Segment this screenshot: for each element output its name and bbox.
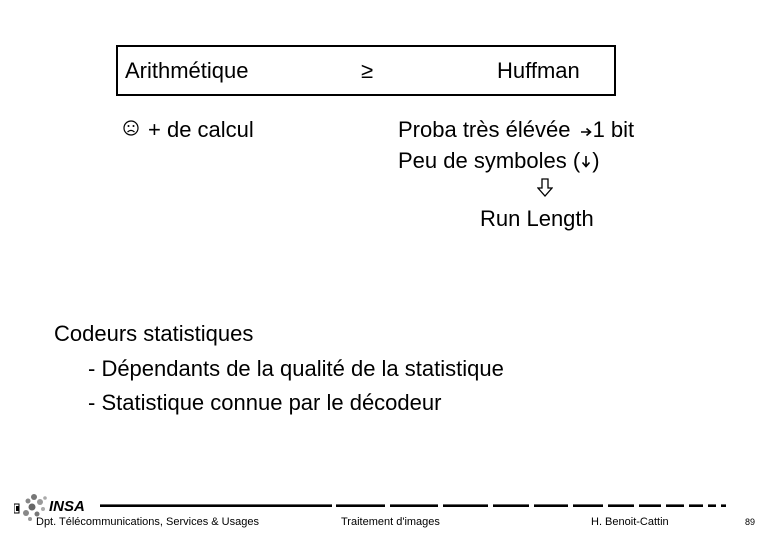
footer-bar-segment — [666, 504, 684, 507]
high-probability-line — [398, 117, 634, 143]
footer-bar-segment — [689, 504, 703, 507]
footer-bar-segment — [390, 504, 438, 507]
greater-equal-symbol: ≥ — [361, 58, 374, 83]
frown-icon — [123, 120, 139, 136]
footer-bar-segment — [639, 504, 661, 507]
few-symbols-text: Peu de symboles ( — [398, 148, 581, 173]
footer-department: Dpt. Télécommunications, Services & Usages — [36, 516, 259, 528]
footer-bar-segment — [721, 504, 726, 507]
logo-text: INSA — [49, 498, 85, 515]
right-arrow-icon — [580, 125, 593, 137]
page-number: 89 — [745, 517, 756, 527]
footer-bar-segment — [443, 504, 488, 507]
section-item: - Statistique connue par le décodeur — [88, 390, 442, 415]
footer-bar-segment — [708, 504, 716, 507]
few-symbols-line — [398, 148, 600, 174]
run-length-text: Run Length — [480, 206, 594, 231]
huffman-label: Huffman — [497, 58, 580, 83]
footer-bar-segment — [608, 504, 634, 507]
footer-bar-segment — [100, 504, 332, 507]
few-symbols-close: ) — [592, 148, 600, 173]
one-bit-text: 1 bit — [592, 117, 635, 142]
footer-bar-segment — [573, 504, 603, 507]
arithmetique-label: Arithmétique — [125, 58, 249, 83]
down-arrow-icon — [580, 155, 592, 169]
footer-course: Traitement d'images — [341, 516, 440, 528]
section-item: - Dépendants de la qualité de la statistique — [88, 356, 504, 381]
footer-bar-segment — [493, 504, 529, 507]
section-title: Codeurs statistiques — [54, 321, 254, 346]
more-computation-text: + de calcul — [148, 117, 254, 142]
high-probability-text: Proba très élévée — [398, 117, 571, 142]
footer-bar-segment — [534, 504, 568, 507]
footer-author: H. Benoit-Cattin — [591, 516, 669, 528]
footer-bar-segment — [336, 504, 385, 507]
hollow-down-arrow-icon — [537, 178, 553, 198]
